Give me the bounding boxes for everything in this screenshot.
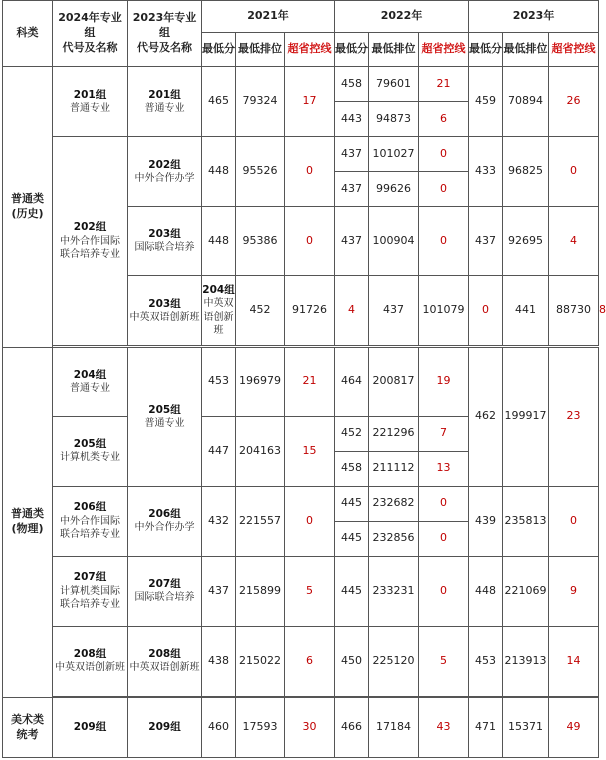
rank-2023: 92695 [503, 207, 549, 276]
over-2021: 15 [285, 416, 335, 486]
rank-2022: 200817 [369, 347, 419, 416]
group-2023-203 [128, 207, 202, 276]
group-name: 中外合作办学 [134, 172, 195, 184]
rank-2021: 95386 [236, 207, 285, 276]
over-2021: 30 [285, 698, 335, 758]
over-2021: 0 [285, 137, 335, 207]
over-2021: 5 [285, 556, 335, 626]
score-2021: 438 [202, 626, 236, 696]
group-name: 中英双语创新班 [203, 298, 234, 337]
score-2021: 452 [236, 276, 285, 346]
group-name: 普通专业 [70, 102, 110, 114]
over-2021: 17 [285, 67, 335, 137]
group-2024-204 [53, 347, 128, 416]
over-2021: 21 [285, 347, 335, 416]
over-2022: 0 [419, 137, 469, 172]
over-2022: 0 [469, 276, 503, 346]
rank-2022: 101079 [419, 276, 469, 346]
group-code: 204组 [73, 368, 107, 381]
rank-2022: 221296 [369, 416, 419, 451]
group-name: 普通专业 [144, 102, 185, 114]
rank-2021: 91726 [285, 276, 335, 346]
header-min-rank-2023: 最低排位 [503, 33, 549, 67]
group-code: 203组 [148, 297, 181, 310]
over-2022: 0 [419, 556, 469, 626]
score-2022: 452 [335, 416, 369, 451]
group-2023-202 [128, 137, 202, 207]
score-2022: 464 [335, 347, 369, 416]
group-name: 中英双语创新班 [55, 662, 125, 674]
group-2024-202 [53, 137, 128, 346]
category-history: 普通类 (历史) [3, 67, 53, 348]
score-2023: 462 [469, 347, 503, 486]
header-year-2022: 2022年 [335, 1, 469, 33]
group-code: 207组 [148, 578, 181, 591]
rank-2022: 233231 [369, 556, 419, 626]
over-2022: 0 [419, 521, 469, 556]
score-2021: 448 [202, 137, 236, 207]
group-2023-206 [128, 486, 202, 556]
group-2023-207 [128, 556, 202, 626]
group-code: 204组 [202, 284, 235, 297]
group-code: 208组 [148, 648, 181, 661]
header-min-score-2022: 最低分 [335, 33, 369, 67]
group-name: 国际联合培养 [134, 242, 195, 254]
group-name: 国际联合培养 [134, 592, 195, 604]
score-2021: 432 [202, 486, 236, 556]
score-2021: 460 [202, 698, 236, 758]
score-2021: 447 [202, 416, 236, 486]
rank-2021: 17593 [236, 698, 285, 758]
rank-2021: 215022 [236, 626, 285, 696]
score-2022: 450 [335, 626, 369, 696]
group-name: 中外合作国际 联合培养专业 [60, 515, 120, 541]
rank-2021: 196979 [236, 347, 285, 416]
over-2023: 9 [549, 556, 599, 626]
score-2023: 439 [469, 486, 503, 556]
group-name: 中英双语创新班 [129, 311, 200, 323]
rank-2021: 79324 [236, 67, 285, 137]
rank-2022: 17184 [369, 698, 419, 758]
category-physics: 普通类 (物理) [3, 347, 53, 698]
rank-2022: 232682 [369, 486, 419, 521]
score-2021: 465 [202, 67, 236, 137]
score-2022: 443 [335, 102, 369, 137]
score-2022: 458 [335, 67, 369, 102]
score-2022: 445 [335, 521, 369, 556]
score-2023: 471 [469, 698, 503, 758]
over-2022: 7 [419, 416, 469, 451]
rank-2023: 221069 [503, 556, 549, 626]
group-code: 206组 [148, 508, 181, 521]
rank-2022: 79601 [369, 67, 419, 102]
rank-2023: 213913 [503, 626, 549, 696]
score-2022: 437 [335, 172, 369, 207]
over-2023: 14 [549, 626, 599, 696]
over-2022: 21 [419, 67, 469, 102]
group-2024-207 [53, 556, 128, 626]
score-2023: 459 [469, 67, 503, 137]
group-name: 计算机类专业 [60, 452, 120, 464]
over-2023: 4 [549, 207, 599, 276]
group-code: 203组 [148, 228, 181, 241]
group-code: 201组 [73, 88, 107, 101]
group-name: 普通专业 [70, 382, 110, 394]
over-2022: 13 [419, 451, 469, 486]
header-year-2021: 2021年 [202, 1, 335, 33]
score-2023: 433 [469, 137, 503, 207]
rank-2022: 101027 [369, 137, 419, 172]
rank-2023: 88730 [549, 276, 599, 346]
score-2022: 437 [335, 207, 369, 276]
over-2021: 6 [285, 626, 335, 696]
group-code: 202组 [148, 158, 181, 171]
rank-2023: 235813 [503, 486, 549, 556]
group-2023-209 [128, 698, 202, 758]
group-2024-209 [53, 698, 128, 758]
group-2024-203 [128, 276, 202, 346]
group-name: 中外合作办学 [134, 522, 195, 534]
over-2021: 0 [285, 486, 335, 556]
header-year-2023: 2023年 [469, 1, 599, 33]
header-category: 科类 [3, 1, 53, 67]
rank-2023: 96825 [503, 137, 549, 207]
category-art: 美术类 统考 [3, 698, 53, 758]
group-code: 205组 [148, 403, 181, 416]
group-code: 209组 [148, 721, 181, 734]
header-min-score-2021: 最低分 [202, 33, 236, 67]
group-2023-204 [202, 276, 236, 346]
over-2023: 26 [549, 67, 599, 137]
group-2024-205 [53, 416, 128, 486]
group-2024-208 [53, 626, 128, 696]
rank-2021: 204163 [236, 416, 285, 486]
admission-score-table-wrapper [2, 0, 606, 758]
rank-2022: 99626 [369, 172, 419, 207]
group-2024-206 [53, 486, 128, 556]
rank-2022: 225120 [369, 626, 419, 696]
rank-2021: 221557 [236, 486, 285, 556]
over-2022: 0 [419, 172, 469, 207]
rank-2022: 94873 [369, 102, 419, 137]
over-2022: 0 [419, 207, 469, 276]
over-2023: 23 [549, 347, 599, 486]
rank-2021: 95526 [236, 137, 285, 207]
over-2021: 4 [335, 276, 369, 346]
header-2024-group: 2024年专业组 代号及名称 [53, 1, 128, 67]
score-2022: 458 [335, 451, 369, 486]
group-code: 207组 [73, 571, 107, 584]
group-2024-201 [53, 67, 128, 137]
over-2023: 0 [549, 486, 599, 556]
header-min-score-2023: 最低分 [469, 33, 503, 67]
header-min-rank-2022: 最低排位 [369, 33, 419, 67]
score-2023: 448 [469, 556, 503, 626]
over-2023: 49 [549, 698, 599, 758]
over-2023: 0 [549, 137, 599, 207]
header-over-line-2021: 超省控线 [285, 33, 335, 67]
group-code: 205组 [73, 438, 107, 451]
rank-2023: 15371 [503, 698, 549, 758]
group-2023-201 [128, 67, 202, 137]
group-name: 计算机类国际 联合培养专业 [60, 585, 120, 611]
group-code: 209组 [73, 721, 107, 734]
group-code: 202组 [73, 221, 107, 234]
score-2022: 466 [335, 698, 369, 758]
rank-2021: 215899 [236, 556, 285, 626]
group-2023-205 [128, 347, 202, 486]
header-over-line-2022: 超省控线 [419, 33, 469, 67]
rank-2022: 232856 [369, 521, 419, 556]
score-2023: 441 [503, 276, 549, 346]
over-2022: 0 [419, 486, 469, 521]
rank-2023: 70894 [503, 67, 549, 137]
over-2022: 6 [419, 102, 469, 137]
score-2023: 437 [469, 207, 503, 276]
score-2023: 453 [469, 626, 503, 696]
admission-score-table: 科类 2024年专业组 代号及名称 2023年专业组 代号及名称 2021年 2022年 2023年 最低分 最低排位 超省控线 最低分 最低排位 超省控线 最低分 最低排位 超省控线 普通类 (历史) 201组 普通专业 201组 普通专业 465 79324 17 458 79601 21 459 70894 26 443 94873 6 202组 中外合作国际 联合培养专业 202组 中外合作办学 448 95526 0 437 101027 0 433 96825 0 437 99626 0 203组 国际联合培养 448 95386 0 437 100904 0 437 92695 4 203组 中英双语创新班 204组 中英双语创新班 452 91726 4 437 101079 0 441 88730 8 普通类 (物理) 204组 普通专业 205组 普通专业 453 196979 21 464 200817 19 462 199917 23 205组 计算机类专业 447 204163 15 452 221296 7 458 211112 13 206组 中外合作国际 联合培养专业 206组 中外合作办学 432 221557 0 445 232682 0 439 235813 0 445 232856 0 207组 计算机类国际 联合培养专业 207组 国际联合培养 437 215899 5 445 233231 0 448 221069 9 208组 中英双语创新班 208组 中英双语创新班 438 215022 6 450 225120 5 453 213913 14 美术类 统考 209组 209组 460 17593 30 466 17184 43 471 15371 49 [2, 0, 599, 758]
rank-2022: 100904 [369, 207, 419, 276]
over-2022: 43 [419, 698, 469, 758]
group-code: 201组 [148, 88, 181, 101]
over-2022: 19 [419, 347, 469, 416]
header-over-line-2023: 超省控线 [549, 33, 599, 67]
over-2022: 5 [419, 626, 469, 696]
over-2021: 0 [285, 207, 335, 276]
score-2022: 437 [335, 137, 369, 172]
score-2021: 437 [202, 556, 236, 626]
header-2023-group: 2023年专业组 代号及名称 [128, 1, 202, 67]
group-code: 206组 [73, 501, 107, 514]
group-code: 208组 [73, 648, 107, 661]
header-min-rank-2021: 最低排位 [236, 33, 285, 67]
score-2022: 445 [335, 486, 369, 521]
rank-2022: 211112 [369, 451, 419, 486]
score-2021: 453 [202, 347, 236, 416]
group-name: 普通专业 [144, 417, 185, 429]
group-name: 中英双语创新班 [129, 662, 200, 674]
score-2022: 437 [369, 276, 419, 346]
group-name: 中外合作国际 联合培养专业 [60, 235, 120, 261]
rank-2023: 199917 [503, 347, 549, 486]
score-2021: 448 [202, 207, 236, 276]
group-2023-208 [128, 626, 202, 696]
score-2022: 445 [335, 556, 369, 626]
